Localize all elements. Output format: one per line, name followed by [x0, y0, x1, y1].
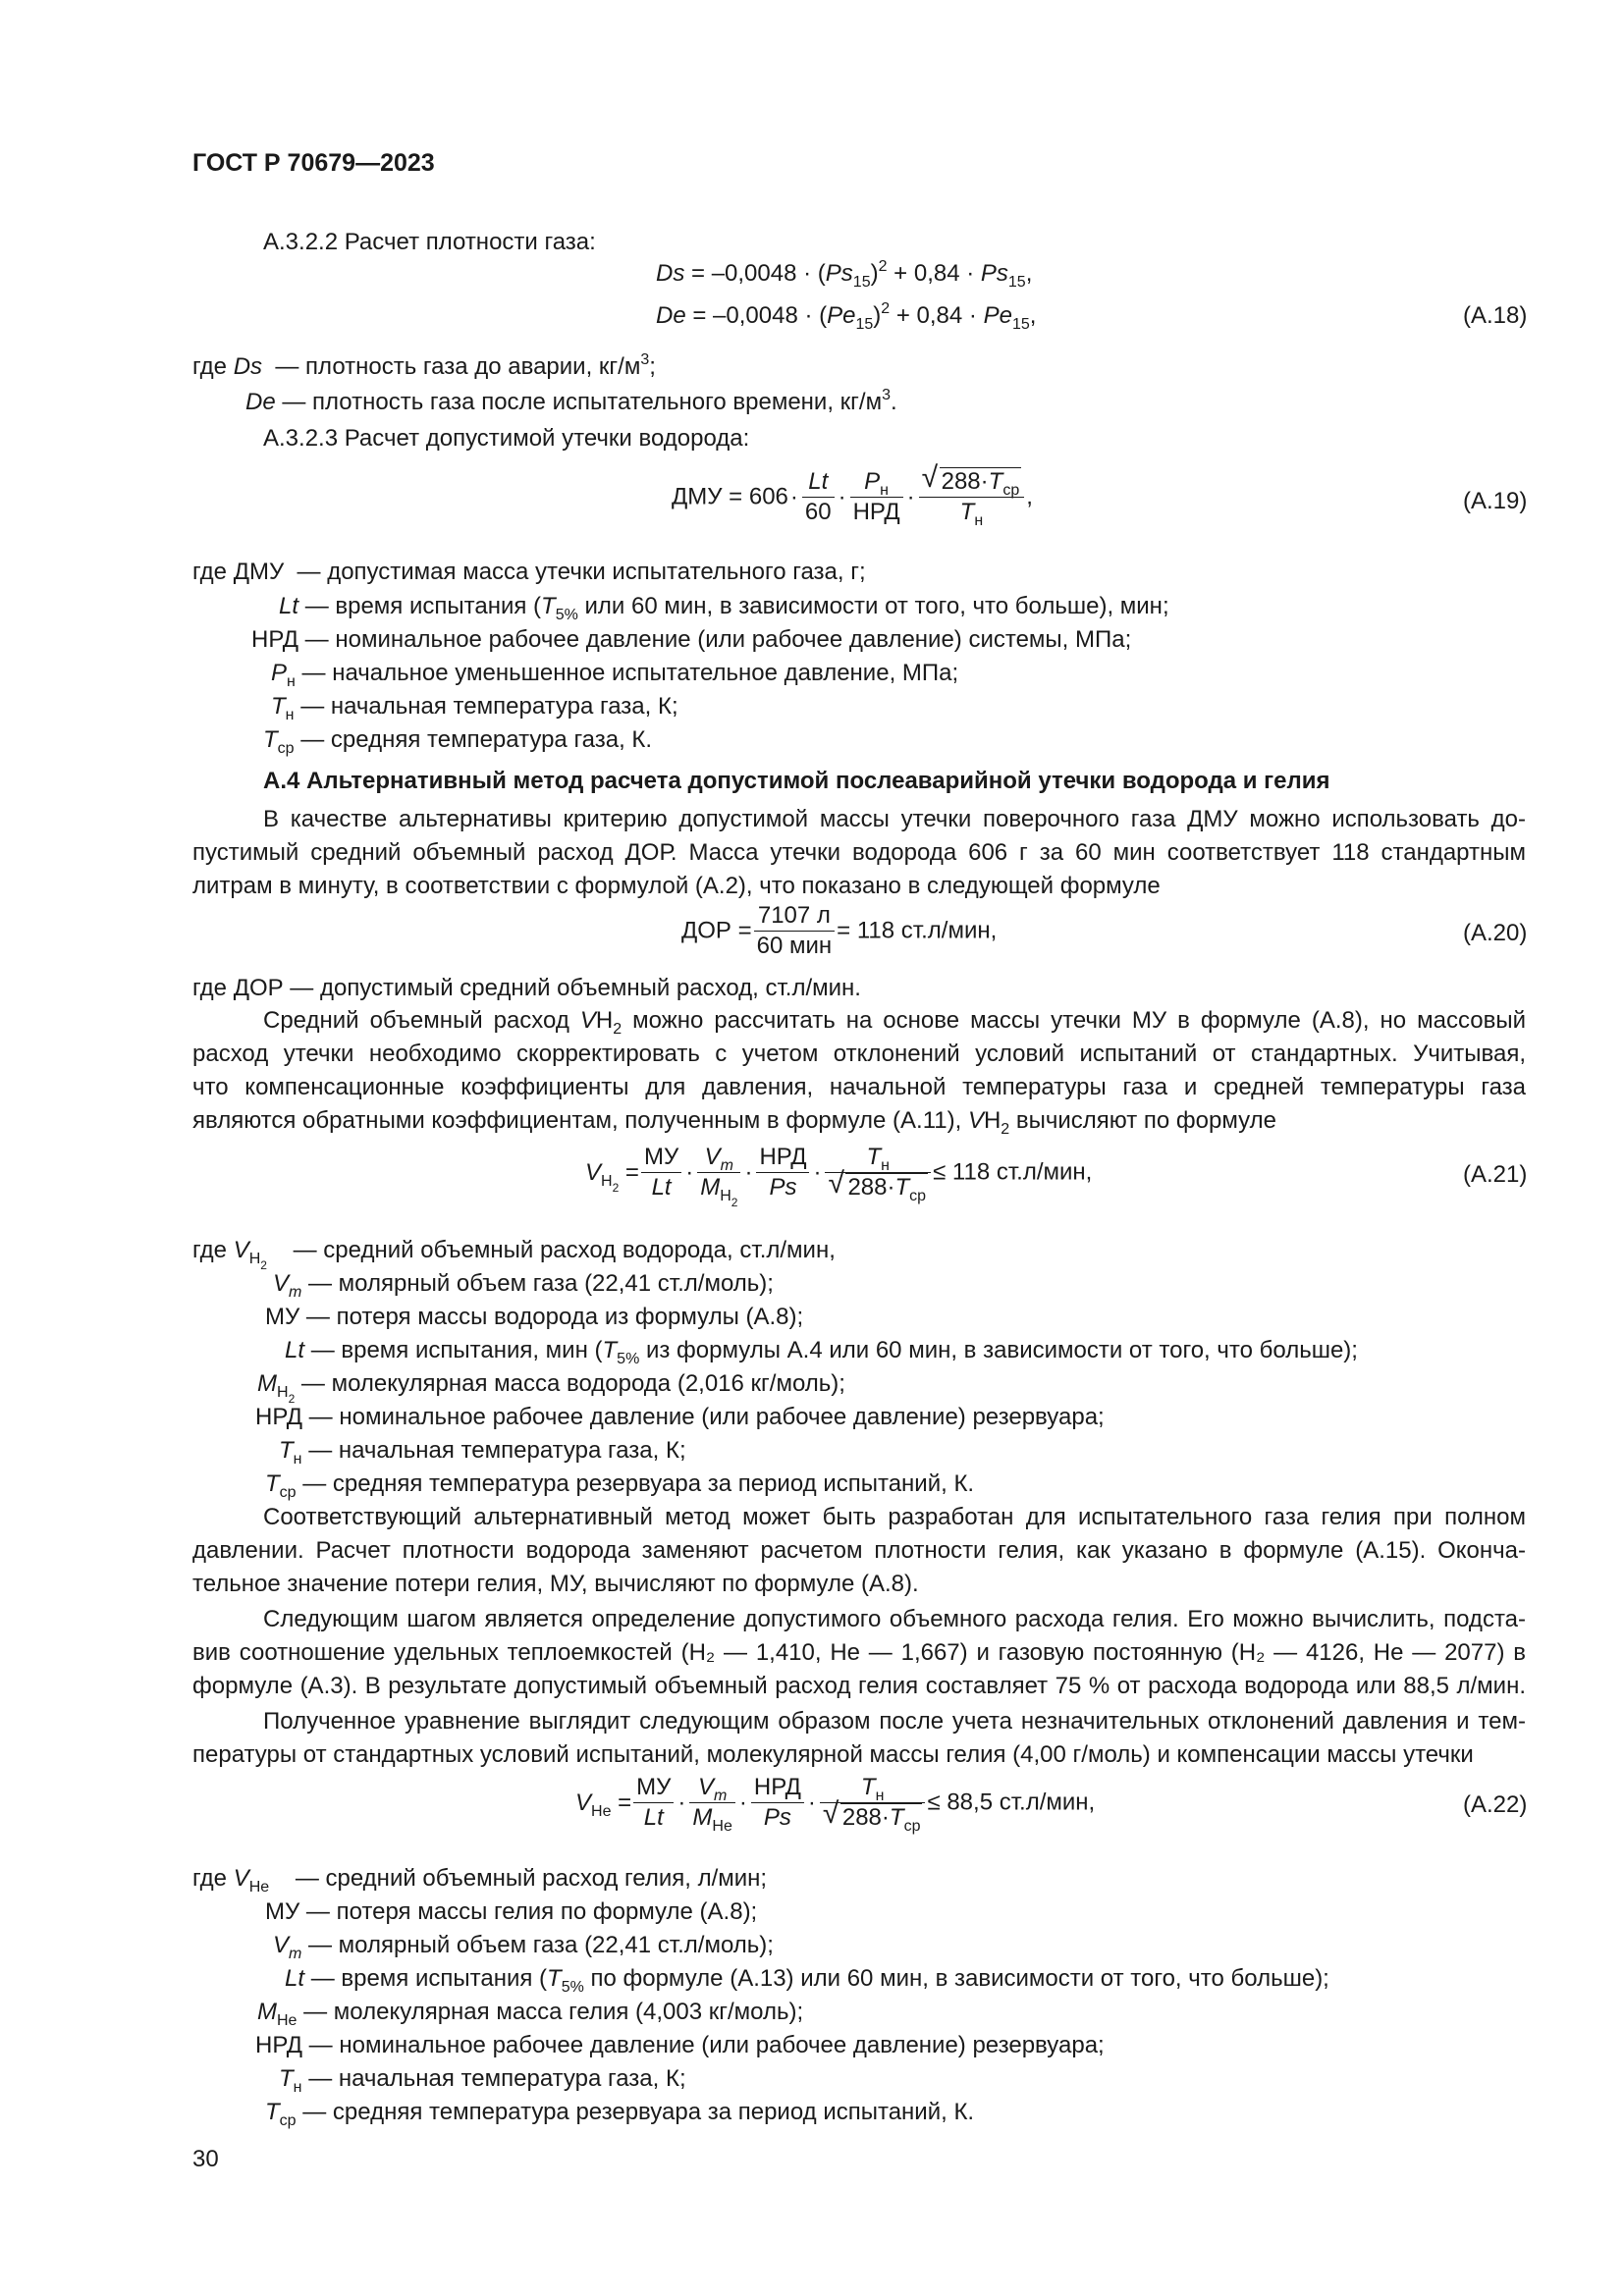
definition-vm: $V_m$ — молярный объем газа (22,41 ст.л/моль);: [273, 1270, 774, 1301]
paragraph-a4-5-line-2: вив соотношение удельных теплоемкостей (H₂ — 1,410, He — 1,667) и газовую постоянную (H₂ — 4126, He — 2077) в: [192, 1639, 1526, 1666]
paragraph-a4-5-line-1: Следующим шагом является определение допустимого объемного расхода гелия. Его можно вычислить, подста-: [263, 1606, 1526, 1632]
paragraph-a4-3-line-2: расход утечки необходимо скорректировать с учетом отклонений условий испытаний от стандартных. Учитывая,: [192, 1041, 1526, 1067]
page-number: 30: [192, 2146, 219, 2172]
definition-mhe: $M_{He}$ — молекулярная масса гелия (4,003 кг/моль);: [257, 1999, 804, 2029]
paragraph-a4-1-line-1: В качестве альтернативы критерию допустимой массы утечки поверочного газа ДМУ можно использовать до-: [263, 806, 1526, 832]
equation-number-a18: (А.18): [1463, 302, 1528, 329]
definition-nrd-21: НРД — номинальное рабочее давление (или рабочее давление) резервуара;: [255, 1404, 1105, 1430]
definition-de: De — плотность газа после испытательного времени, $кг/м^3$.: [245, 387, 897, 415]
definition-tn: $T_н$ — начальная температура газа, К;: [271, 693, 678, 723]
equation-number-a22: (А.22): [1463, 1791, 1528, 1818]
paragraph-a4-5-line-3: формуле (А.3). В результате допустимый объемный расход гелия составляет 75 % от расхода водорода или 88,5 л/мин.: [192, 1673, 1526, 1699]
paragraph-a4-6-line-2: пературы от стандартных условий испытаний, молекулярной массы гелия (4,00 г/моль) и компенсации массы утечки: [192, 1741, 1474, 1768]
paragraph-a4-3-line-1: Средний объемный расход $VH_2$ можно рассчитать на основе массы утечки МУ в формуле (А.8), но массовый: [263, 1007, 1526, 1038]
section-a4-title: А.4 Альтернативный метод расчета допустимой послеаварийной утечки водорода и гелия: [263, 768, 1330, 794]
paragraph-a4-3-line-3: что компенсационные коэффициенты для давления, начальной температуры газа и средней температуры газа: [192, 1074, 1526, 1100]
definition-vh2: где $V_{H_2}$ — средний объемный расход водорода, ст.л/мин,: [192, 1237, 836, 1272]
equation-number-a21: (А.21): [1463, 1161, 1528, 1188]
definition-mu-22: МУ — потеря массы гелия по формуле (А.8);: [265, 1898, 758, 1925]
paragraph-a4-4-line-2: давлении. Расчет плотности водорода заменяют расчетом плотности гелия, как указано в формуле (А.15). Оконча-: [192, 1537, 1526, 1564]
definition-tcp-21: $T_{ср}$ — средняя температура резервуара за период испытаний, К.: [265, 1470, 975, 1501]
paragraph-a4-4-line-1: Соответствующий альтернативный метод может быть разработан для испытательного газа гелия при полном: [263, 1504, 1526, 1530]
paragraph-a4-3-line-4: являются обратными коэффициентам, полученным в формуле (А.11), $VH_2$ вычисляют по формуле: [192, 1107, 1276, 1138]
definition-tcp: $T_{ср}$ — средняя температура газа, К.: [263, 726, 653, 757]
formula-a19: ДМУ = 606· $\frac{Lt}{60}$ · $\frac{P_н}{\text{НРД}}$ · √ $288\cdot T_{ср}$ $T_н$ ,: [672, 461, 1033, 529]
paragraph-a4-4-line-3: тельное значение потери гелия, МУ, вычисляют по формуле (А.8).: [192, 1571, 919, 1597]
definition-ds: где Ds — плотность газа до аварии, $кг/м^3$;: [192, 351, 656, 380]
section-a3-2-3-title: А.3.2.3 Расчет допустимой утечки водорода:: [263, 425, 750, 452]
definition-tcp-22: $T_{ср}$ — средняя температура резервуара за период испытаний, К.: [265, 2099, 975, 2129]
formula-a22: $V_{He}$ = $\frac{МУ}{Lt}$ · $\frac{V_m}{M_{He}}$ · $\frac{\text{НРД}}{Ps}$ · $T_н$ √ $288\cdot T_{ср}$ ≤ 88,5 ст.л/мин,: [575, 1774, 1096, 1835]
definition-mh2: $M_{H_2}$ — молекулярная масса водорода (2,016 кг/моль);: [257, 1370, 845, 1406]
definition-mu: МУ — потеря массы водорода из формулы (А.8);: [265, 1304, 804, 1330]
equation-number-a20: (А.20): [1463, 920, 1528, 946]
definition-lt: Lt — время испытания ($T_{5\%}$ или 60 мин, в зависимости от того, что больше), мин;: [279, 593, 1169, 623]
definition-dmu: где ДМУ — допустимая масса утечки испытательного газа, г;: [192, 559, 866, 585]
definition-vhe: где $V_{He}$ — средний объемный расход гелия, л/мин;: [192, 1865, 768, 1896]
definition-nrd-22: НРД — номинальное рабочее давление (или рабочее давление) резервуара;: [255, 2032, 1105, 2058]
formula-a20: ДОР = $\frac{7107 л}{\text{60 мин}}$ = 118 ст.л/мин,: [681, 902, 998, 959]
formula-de: $De = -0,0048 \cdot (Pe_{15})^2 + 0,84 \cdot Pe_{15}$,: [656, 300, 1037, 333]
definition-dor: где ДОР — допустимый средний объемный расход, ст.л/мин.: [192, 975, 861, 1001]
paragraph-a4-1-line-2: пустимый средний объемный расход ДОР. Масса утечки водорода 606 г за 60 мин соответствует 118 стандартным: [192, 839, 1526, 866]
definition-pn: $P_н$ — начальное уменьшенное испытательное давление, МПа;: [271, 660, 959, 690]
definition-nrd: НРД — номинальное рабочее давление (или рабочее давление) системы, МПа;: [251, 626, 1132, 653]
formula-ds: $Ds = -0,0048 \cdot (Ps_{15})^2 + 0,84 \cdot Ps_{15}$,: [656, 258, 1033, 291]
definition-tn-22: $T_н$ — начальная температура газа, К;: [279, 2065, 686, 2096]
equation-number-a19: (А.19): [1463, 488, 1528, 514]
paragraph-a4-6-line-1: Полученное уравнение выглядит следующим образом после учета незначительных отклонений давления и тем-: [263, 1708, 1526, 1735]
definition-tn-21: $T_н$ — начальная температура газа, К;: [279, 1437, 686, 1468]
section-a3-2-2-title: А.3.2.2 Расчет плотности газа:: [263, 229, 596, 255]
definition-lt-22: Lt — время испытания ($T_{5\%}$ по формуле (А.13) или 60 мин, в зависимости от того, что больше);: [285, 1965, 1329, 1996]
definition-vm-22: $V_m$ — молярный объем газа (22,41 ст.л/моль);: [273, 1932, 774, 1962]
paragraph-a4-1-line-3: литрам в минуту, в соответствии с формулой (А.2), что показано в следующей формуле: [192, 873, 1161, 899]
formula-a21: $V_{H_2}$ = $\frac{МУ}{Lt}$ · $\frac{V_m}{M_{H_2}}$ · $\frac{\text{НРД}}{Ps}$ · $T_н$ √ $288\cdot T_{ср}$ ≤ 118 ст.л/мин,: [585, 1144, 1093, 1209]
definition-lt-21: Lt — время испытания, мин ($T_{5\%}$ из формулы А.4 или 60 мин, в зависимости от того, что больше);: [285, 1337, 1358, 1367]
document-header: ГОСТ Р 70679—2023: [192, 149, 435, 177]
